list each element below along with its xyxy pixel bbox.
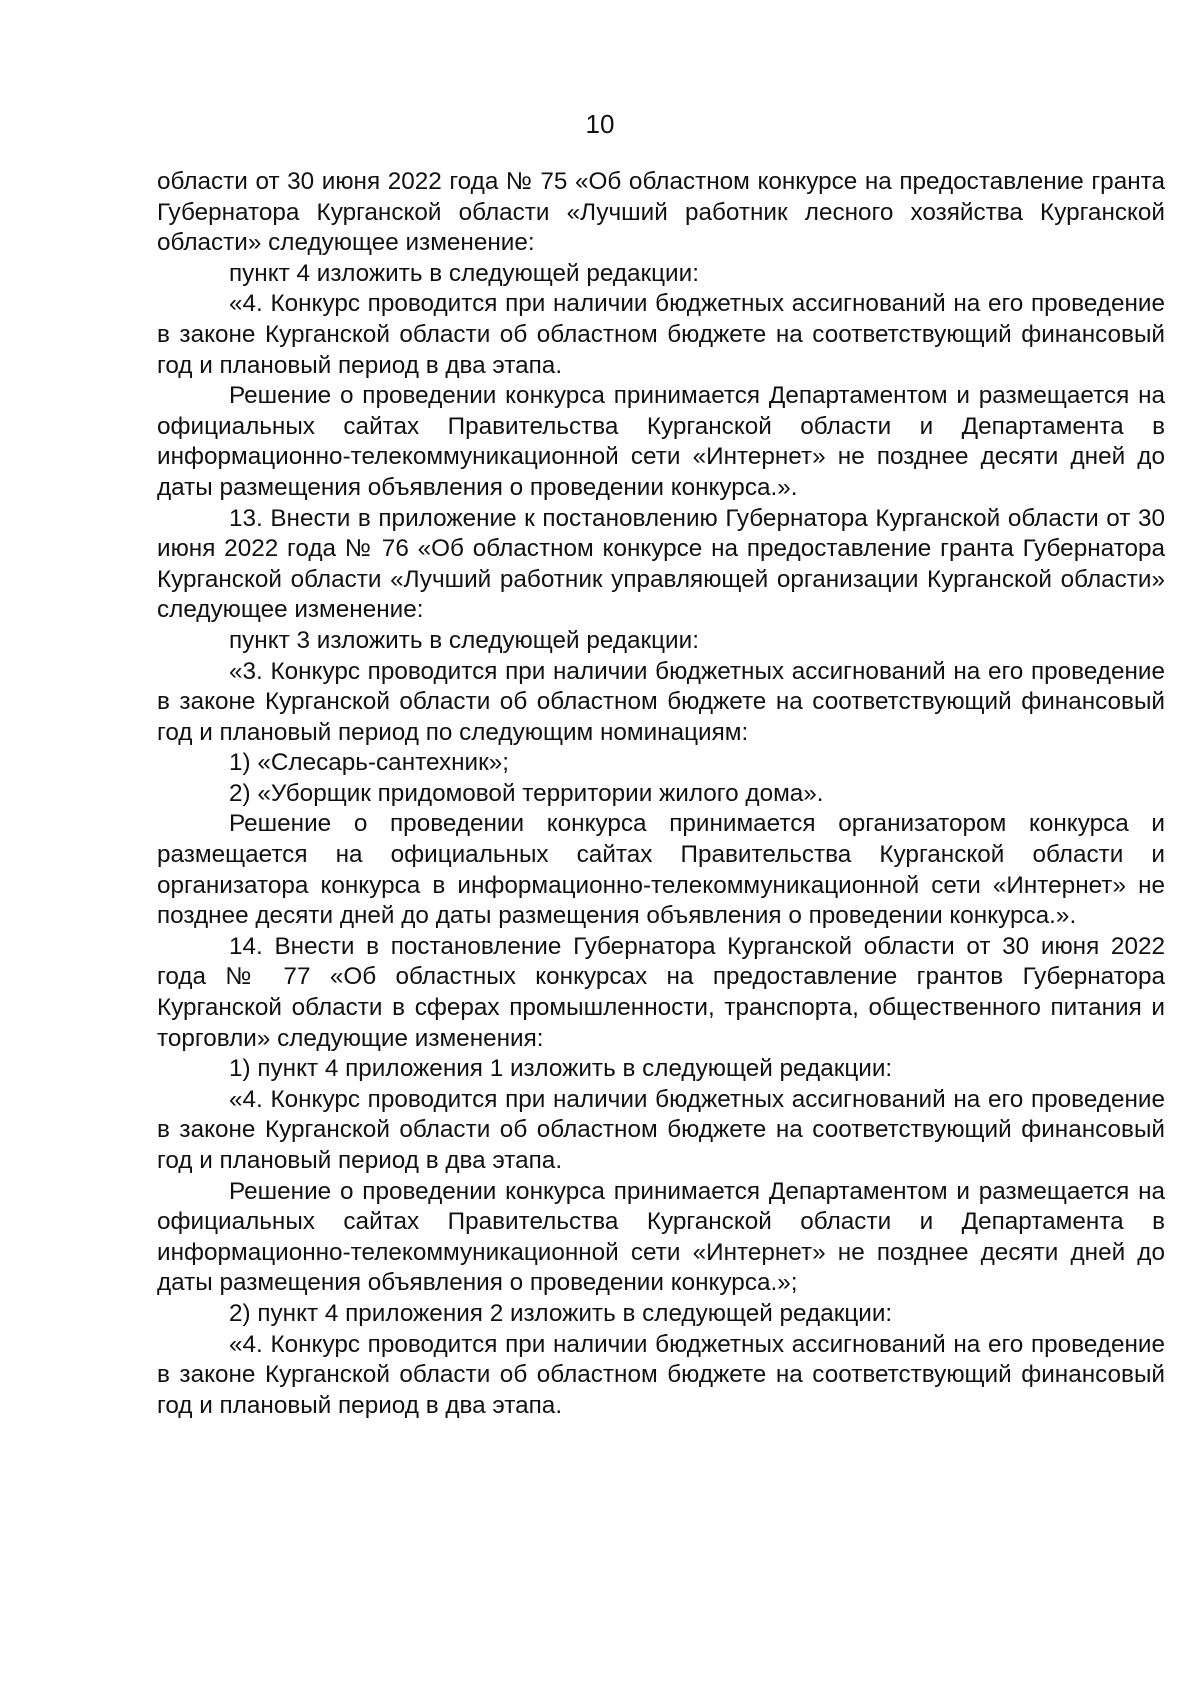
paragraph: 13. Внести в приложение к постановлению Губернатора Курганской области от 30 июня 2022 года № 76 «Об областном конкурсе на предоставление гранта Губернатора Курганской области «Лучший работник управляющей организации Курганской области» следующее изменение:: [157, 504, 1165, 624]
paragraph: Решение о проведении конкурса принимается организатором конкурса и размещается на официальных сайтах Правительства Курганской области и организатора конкурса в информационно-телекоммуникационной сети «Интернет» не позднее десяти дней до даты размещения объявления о проведении конкурса.».: [157, 810, 1165, 930]
document-body: [157, 167, 1165, 1421]
paragraph: «4. Конкурс проводится при наличии бюджетных ассигнований на его проведение в законе Курганской области об областном бюджете на соответствующий финансовый год и плановый период в два этапа.: [157, 290, 1165, 379]
paragraph: пункт 4 изложить в следующей редакции:: [229, 259, 699, 287]
list-item: 2) «Уборщик придомовой территории жилого дома».: [229, 779, 824, 807]
list-item: 1) «Слесарь-сантехник»;: [229, 749, 509, 777]
paragraph: 14. Внести в постановление Губернатора Курганской области от 30 июня 2022 года № 77 «Об областных конкурсах на предоставление грантов Губернатора Курганской области в сферах промышленности, транспорта, общественного питания и торговли» следующие изменения:: [157, 932, 1165, 1052]
paragraph-continuation: области от 30 июня 2022 года № 75 «Об областном конкурсе на предоставление гранта Губернатора Курганской области «Лучший работник лесного хозяйства Курганской области» следующее изменение:: [157, 168, 1165, 257]
paragraph: «3. Конкурс проводится при наличии бюджетных ассигнований на его проведение в законе Курганской области об областном бюджете на соответствующий финансовый год и плановый период по следующим номинациям:: [157, 657, 1165, 746]
paragraph: Решение о проведении конкурса принимается Департаментом и размещается на официальных сайтах Правительства Курганской области и Департамента в информационно-телекоммуникационной сети «Интернет» не позднее десяти дней до даты размещения объявления о проведении конкурса.»;: [157, 1177, 1165, 1297]
paragraph: пункт 3 изложить в следующей редакции:: [229, 626, 699, 654]
page-number: 10: [585, 109, 615, 139]
paragraph: «4. Конкурс проводится при наличии бюджетных ассигнований на его проведение в законе Курганской области об областном бюджете на соответствующий финансовый год и плановый период в два этапа.: [157, 1085, 1165, 1174]
paragraph: 1) пункт 4 приложения 1 изложить в следующей редакции:: [229, 1055, 893, 1083]
paragraph: «4. Конкурс проводится при наличии бюджетных ассигнований на его проведение в законе Курганской области об областном бюджете на соответствующий финансовый год и плановый период в два этапа.: [157, 1330, 1165, 1419]
paragraph: Решение о проведении конкурса принимается Департаментом и размещается на официальных сайтах Правительства Курганской области и Департамента в информационно-телекоммуникационной сети «Интернет» не позднее десяти дней до даты размещения объявления о проведении конкурса.».: [157, 382, 1165, 501]
paragraph: 2) пункт 4 приложения 2 изложить в следующей редакции:: [229, 1299, 893, 1327]
